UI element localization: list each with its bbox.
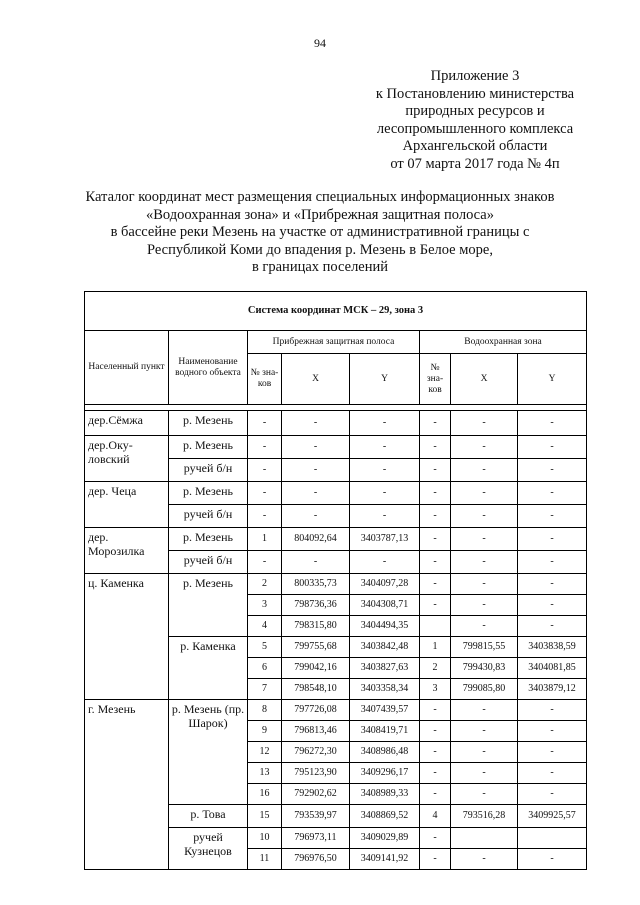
catalog-title	[60, 189, 580, 277]
coastal-sign-no-cell: 8	[248, 700, 282, 721]
water-body-cell: р. Това	[169, 805, 248, 828]
zone-sign-no-cell: -	[420, 763, 451, 784]
coastal-sign-no-cell: 4	[248, 616, 282, 637]
zone-sign-no-cell: -	[420, 700, 451, 721]
catalog-title-line: Республикой Коми до впадения р. Мезень в Белое море,	[147, 241, 493, 258]
header-water-zone: Водоохранная зона	[420, 331, 587, 354]
zone-y-cell: -	[518, 574, 587, 595]
coastal-x-cell: 795123,90	[282, 763, 350, 784]
coastal-sign-no-cell: 7	[248, 679, 282, 700]
coastal-sign-no-cell: -	[248, 551, 282, 574]
water-body-cell: р. Мезень (пр. Шарок)	[169, 700, 248, 805]
coastal-x-cell: 796272,30	[282, 742, 350, 763]
catalog-title-line: в бассейне реки Мезень на участке от административной границы с	[110, 224, 530, 241]
coastal-x-cell: 800335,73	[282, 574, 350, 595]
zone-y-cell: -	[518, 482, 587, 505]
zone-x-cell: -	[451, 482, 518, 505]
coastal-y-cell: 3403358,34	[350, 679, 420, 700]
header-coastal-strip: Прибрежная защитная полоса	[248, 331, 420, 354]
zone-y-cell: 3409925,57	[518, 805, 587, 828]
zone-y-cell: -	[518, 528, 587, 551]
coordinates-table	[84, 291, 587, 870]
coastal-x-cell: 798736,36	[282, 595, 350, 616]
zone-x-cell: -	[451, 595, 518, 616]
water-body-cell: р. Мезень	[169, 436, 248, 459]
zone-y-cell: -	[518, 595, 587, 616]
water-body-cell: р. Мезень	[169, 528, 248, 551]
zone-sign-no-cell: -	[420, 828, 451, 849]
coastal-sign-no-cell: -	[248, 505, 282, 528]
coastal-x-cell: 793539,97	[282, 805, 350, 828]
coastal-x-cell: -	[282, 505, 350, 528]
zone-y-cell: -	[518, 436, 587, 459]
zone-sign-no-cell: 4	[420, 805, 451, 828]
water-body-cell: р. Мезень	[169, 411, 248, 436]
coastal-y-cell: -	[350, 482, 420, 505]
zone-y-cell: -	[518, 551, 587, 574]
zone-x-cell: -	[451, 616, 518, 637]
coastal-y-cell: 3404494,35	[350, 616, 420, 637]
zone-y-cell: -	[518, 700, 587, 721]
zone-x-cell: -	[451, 742, 518, 763]
water-body-cell: р. Каменка	[169, 637, 248, 700]
catalog-title-line: Каталог координат мест размещения специальных информационных знаков	[85, 189, 555, 205]
zone-sign-no-cell: 2	[420, 658, 451, 679]
catalog-title-line: «Водоохранная зона» и «Прибрежная защитная полоса»	[146, 206, 494, 223]
zone-sign-no-cell: -	[420, 784, 451, 805]
coastal-x-cell: 796976,50	[282, 849, 350, 870]
zone-y-cell: -	[518, 763, 587, 784]
coastal-x-cell: 798315,80	[282, 616, 350, 637]
table-row	[85, 411, 587, 436]
zone-y-cell: -	[518, 616, 587, 637]
header-zone-sign-no: № зна-ков	[420, 354, 451, 405]
table-row	[85, 700, 587, 721]
zone-sign-no-cell: -	[420, 436, 451, 459]
water-body-cell: ручей б/н	[169, 551, 248, 574]
header-water-body: Наименование водного объекта	[169, 331, 248, 405]
zone-y-cell: -	[518, 849, 587, 870]
zone-y-cell	[518, 828, 587, 849]
coastal-y-cell: -	[350, 551, 420, 574]
coastal-sign-no-cell: -	[248, 459, 282, 482]
zone-sign-no-cell	[420, 616, 451, 637]
zone-x-cell: -	[451, 700, 518, 721]
page-number: 94	[314, 36, 326, 50]
table-row	[85, 574, 587, 595]
table-body	[85, 411, 587, 870]
header-zone-x: X	[451, 354, 518, 405]
zone-x-cell: -	[451, 436, 518, 459]
coastal-x-cell: -	[282, 436, 350, 459]
zone-y-cell: -	[518, 784, 587, 805]
coastal-sign-no-cell: -	[248, 411, 282, 436]
coastal-x-cell: 792902,62	[282, 784, 350, 805]
zone-y-cell: -	[518, 505, 587, 528]
zone-sign-no-cell: -	[420, 505, 451, 528]
zone-x-cell: 799430,83	[451, 658, 518, 679]
zone-sign-no-cell: -	[420, 411, 451, 436]
coastal-sign-no-cell: 16	[248, 784, 282, 805]
coastal-x-cell: -	[282, 459, 350, 482]
appendix-line: Архангельской области	[402, 138, 548, 155]
coastal-x-cell: 796973,11	[282, 828, 350, 849]
coastal-y-cell: 3403827,63	[350, 658, 420, 679]
zone-x-cell: 793516,28	[451, 805, 518, 828]
coastal-x-cell: -	[282, 411, 350, 436]
coastal-x-cell: -	[282, 551, 350, 574]
zone-y-cell: -	[518, 742, 587, 763]
coastal-y-cell: -	[350, 411, 420, 436]
coastal-y-cell: 3403842,48	[350, 637, 420, 658]
catalog-title-line: в границах поселений	[251, 259, 389, 276]
coastal-y-cell: 3404097,28	[350, 574, 420, 595]
settlement-cell: дер. Морозилка	[85, 528, 169, 574]
appendix-line: природных ресурсов и	[405, 103, 545, 120]
table-row	[85, 436, 587, 459]
coastal-sign-no-cell: 13	[248, 763, 282, 784]
zone-sign-no-cell: -	[420, 742, 451, 763]
zone-y-cell: 3403838,59	[518, 637, 587, 658]
coastal-sign-no-cell: 6	[248, 658, 282, 679]
table-row	[85, 482, 587, 505]
coastal-x-cell: 796813,46	[282, 721, 350, 742]
coastal-x-cell: 797726,08	[282, 700, 350, 721]
appendix-header	[340, 68, 610, 174]
zone-x-cell: 799815,55	[451, 637, 518, 658]
coastal-y-cell: 3408986,48	[350, 742, 420, 763]
coastal-x-cell: 804092,64	[282, 528, 350, 551]
zone-x-cell: 799085,80	[451, 679, 518, 700]
zone-sign-no-cell: -	[420, 528, 451, 551]
zone-y-cell: 3404081,85	[518, 658, 587, 679]
coastal-y-cell: 3407439,57	[350, 700, 420, 721]
coastal-y-cell: 3408869,52	[350, 805, 420, 828]
zone-sign-no-cell: -	[420, 595, 451, 616]
zone-x-cell: -	[451, 528, 518, 551]
settlement-cell: дер.Сёмжа	[85, 411, 169, 436]
zone-sign-no-cell: -	[420, 849, 451, 870]
zone-x-cell: -	[451, 459, 518, 482]
header-coastal-sign-no: № зна-ков	[248, 354, 282, 405]
appendix-line: Приложение 3	[430, 68, 520, 84]
water-body-cell: р. Мезень	[169, 574, 248, 637]
water-body-cell: ручей б/н	[169, 459, 248, 482]
header-settlement: Населенный пункт	[85, 331, 169, 405]
coastal-sign-no-cell: 9	[248, 721, 282, 742]
coastal-x-cell: 799042,16	[282, 658, 350, 679]
header-coastal-x: X	[282, 354, 350, 405]
zone-sign-no-cell: -	[420, 721, 451, 742]
settlement-cell: дер. Чеца	[85, 482, 169, 528]
settlement-cell: г. Мезень	[85, 700, 169, 870]
zone-sign-no-cell: -	[420, 574, 451, 595]
coastal-y-cell: -	[350, 436, 420, 459]
zone-y-cell: -	[518, 721, 587, 742]
water-body-cell: р. Мезень	[169, 482, 248, 505]
coastal-sign-no-cell: 5	[248, 637, 282, 658]
coastal-y-cell: 3408989,33	[350, 784, 420, 805]
coastal-y-cell: 3409029,89	[350, 828, 420, 849]
coastal-sign-no-cell: 12	[248, 742, 282, 763]
zone-x-cell	[451, 828, 518, 849]
coastal-x-cell: -	[282, 482, 350, 505]
coastal-x-cell: 799755,68	[282, 637, 350, 658]
zone-y-cell: -	[518, 411, 587, 436]
coastal-sign-no-cell: 10	[248, 828, 282, 849]
header-coastal-y: Y	[350, 354, 420, 405]
zone-x-cell: -	[451, 411, 518, 436]
zone-x-cell: -	[451, 574, 518, 595]
zone-y-cell: 3403879,12	[518, 679, 587, 700]
appendix-line: к Постановлению министерства	[375, 85, 575, 102]
coastal-sign-no-cell: 2	[248, 574, 282, 595]
appendix-line: лесопромышленного комплекса	[376, 120, 574, 137]
coastal-sign-no-cell: -	[248, 482, 282, 505]
coastal-y-cell: 3404308,71	[350, 595, 420, 616]
coastal-y-cell: -	[350, 505, 420, 528]
coastal-y-cell: 3409141,92	[350, 849, 420, 870]
coastal-sign-no-cell: 15	[248, 805, 282, 828]
appendix-line: от 07 марта 2017 года № 4п	[390, 155, 560, 172]
zone-x-cell: -	[451, 784, 518, 805]
zone-x-cell: -	[451, 505, 518, 528]
zone-sign-no-cell: -	[420, 482, 451, 505]
header-zone-y: Y	[518, 354, 587, 405]
coastal-sign-no-cell: 11	[248, 849, 282, 870]
water-body-cell: ручей б/н	[169, 505, 248, 528]
zone-x-cell: -	[451, 551, 518, 574]
zone-sign-no-cell: 3	[420, 679, 451, 700]
coastal-sign-no-cell: 3	[248, 595, 282, 616]
zone-x-cell: -	[451, 721, 518, 742]
coastal-y-cell: 3408419,71	[350, 721, 420, 742]
coordinate-system-title: Система координат МСК – 29, зона 3	[85, 292, 587, 331]
table-row	[85, 528, 587, 551]
coastal-sign-no-cell: 1	[248, 528, 282, 551]
settlement-cell: ц. Каменка	[85, 574, 169, 700]
coastal-y-cell: 3403787,13	[350, 528, 420, 551]
zone-x-cell: -	[451, 763, 518, 784]
coastal-y-cell: -	[350, 459, 420, 482]
coastal-sign-no-cell: -	[248, 436, 282, 459]
zone-y-cell: -	[518, 459, 587, 482]
zone-sign-no-cell: 1	[420, 637, 451, 658]
zone-x-cell: -	[451, 849, 518, 870]
settlement-cell: дер.Оку-ловский	[85, 436, 169, 482]
coastal-y-cell: 3409296,17	[350, 763, 420, 784]
water-body-cell: ручей Кузнецов	[169, 828, 248, 870]
zone-sign-no-cell: -	[420, 551, 451, 574]
zone-sign-no-cell: -	[420, 459, 451, 482]
coastal-x-cell: 798548,10	[282, 679, 350, 700]
